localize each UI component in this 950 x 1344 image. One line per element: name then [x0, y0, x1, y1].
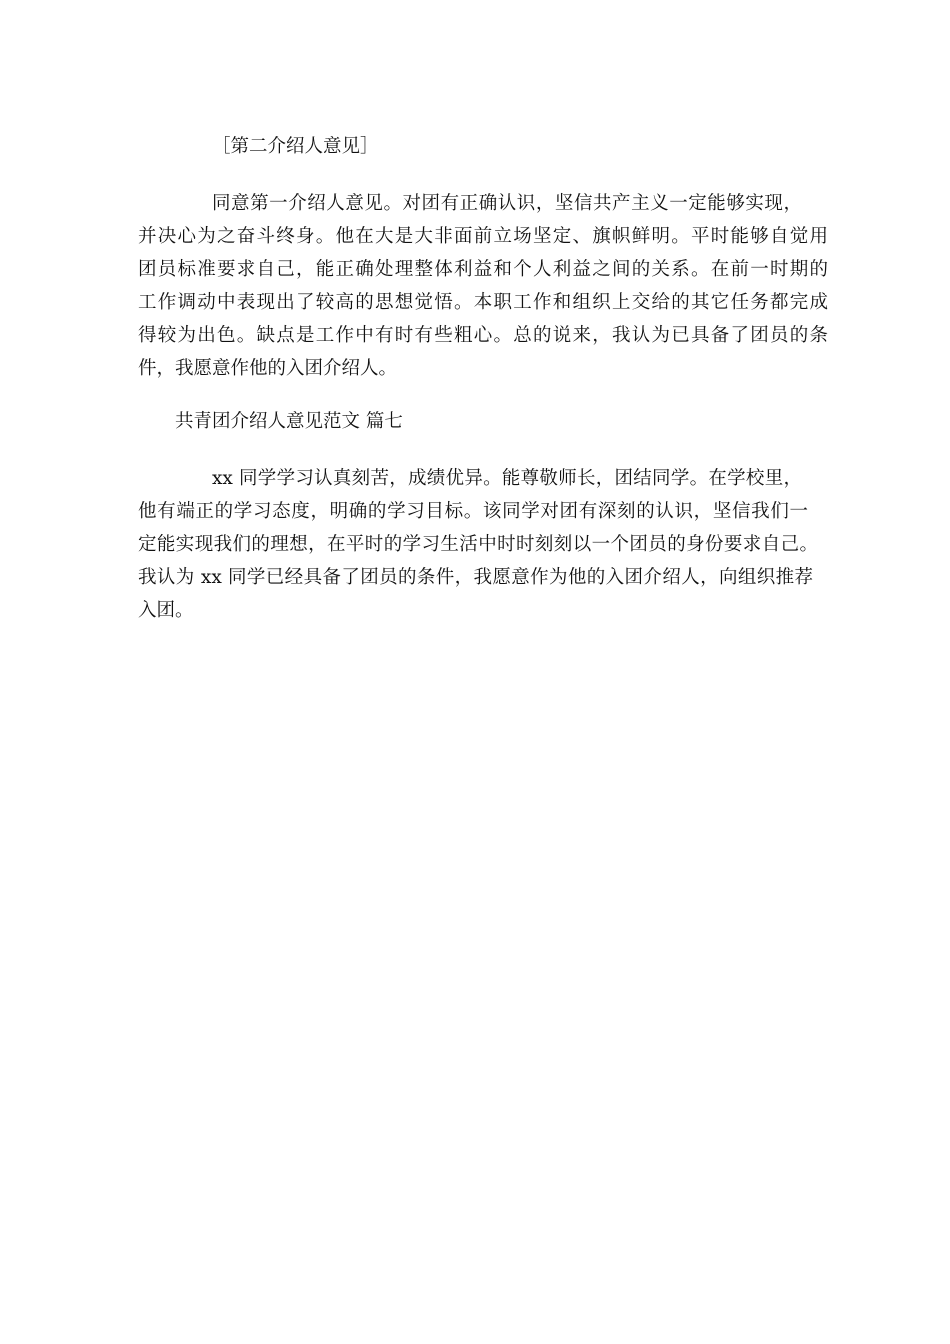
section-label: ［第二介绍人意见］ — [212, 136, 379, 157]
sample-line-1: xx 同学学习认真刻苦，成绩优异。能尊敬师长，团结同学。在学校里， — [212, 468, 802, 489]
opinion-line-2: 并决心为之奋斗终身。他在大是大非面前立场坚定、旗帜鲜明。平时能够自觉用 — [138, 226, 828, 247]
section-heading: 共青团介绍人意见范文 篇七 — [175, 411, 403, 432]
opinion-line-4: 工作调动中表现出了较高的思想觉悟。本职工作和组织上交给的其它任务都完成 — [138, 292, 828, 313]
sample-line-4: 我认为 xx 同学已经具备了团员的条件，我愿意作为他的入团介绍人，向组织推荐 — [138, 567, 813, 588]
opinion-line-6: 件，我愿意作他的入团介绍人。 — [138, 358, 398, 379]
opinion-line-5: 得较为出色。缺点是工作中有时有些粗心。总的说来，我认为已具备了团员的条 — [138, 325, 828, 346]
sample-line-5: 入团。 — [138, 600, 194, 621]
opinion-line-3: 团员标准要求自己，能正确处理整体利益和个人利益之间的关系。在前一时期的 — [138, 259, 828, 280]
opinion-line-1: 同意第一介绍人意见。对团有正确认识，坚信共产主义一定能够实现， — [212, 193, 802, 214]
sample-line-2: 他有端正的学习态度，明确的学习目标。该同学对团有深刻的认识，坚信我们一 — [138, 501, 808, 522]
sample-line-3: 定能实现我们的理想，在平时的学习生活中时时刻刻以一个团员的身份要求自己。 — [138, 534, 818, 555]
